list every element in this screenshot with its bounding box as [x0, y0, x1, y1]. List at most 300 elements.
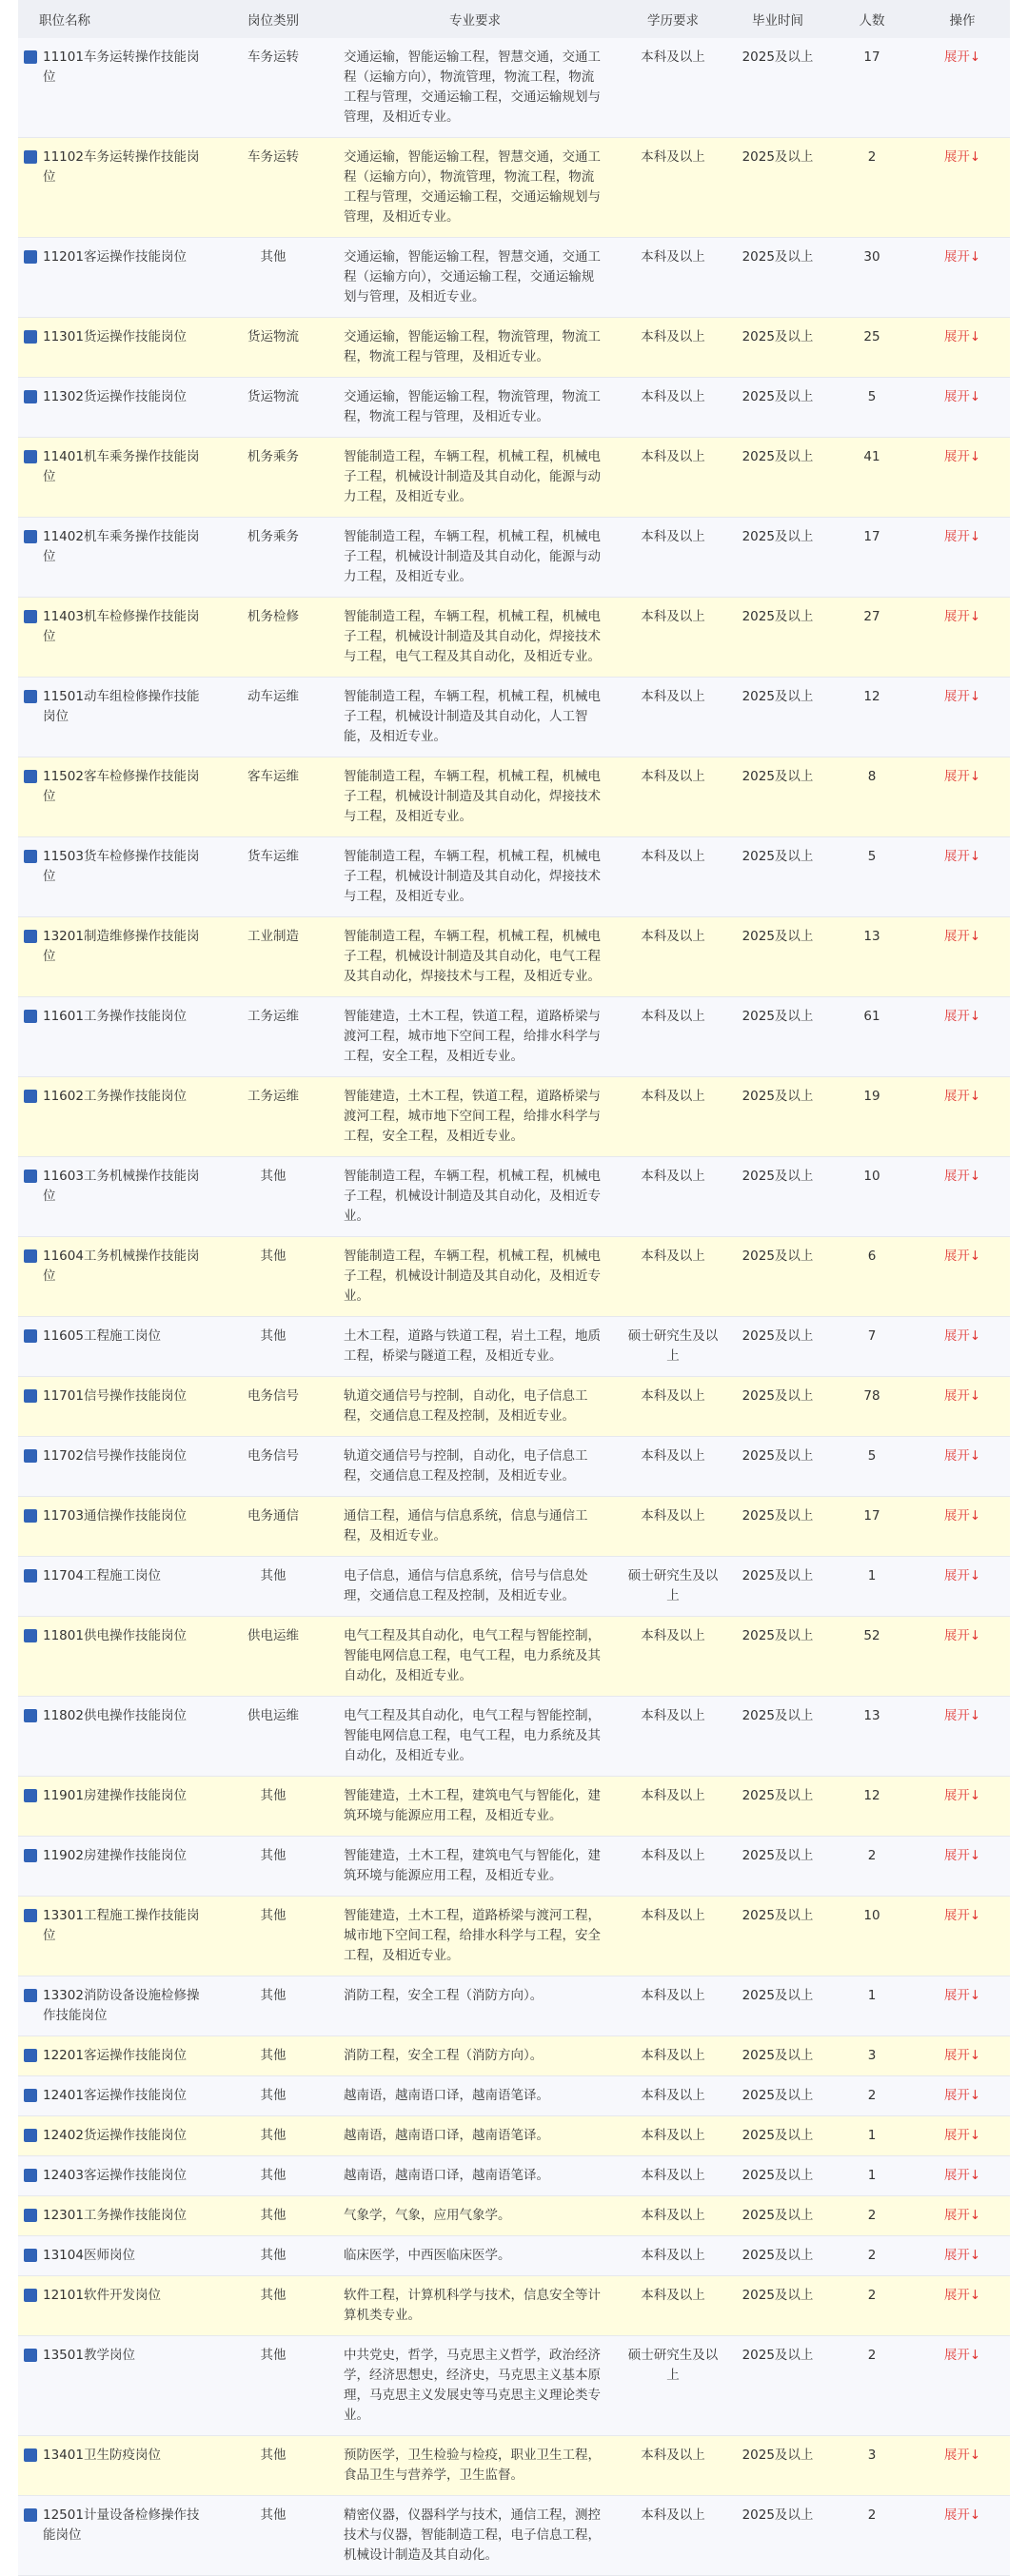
cell-major: 智能建造，土木工程，建筑电气与智能化，建筑环境与能源应用工程，及相近专业。 — [330, 1837, 620, 1897]
cell-category: 其他 — [216, 1317, 330, 1377]
cell-action — [915, 1777, 1010, 1837]
cell-count: 25 — [829, 318, 915, 378]
cell-graduation: 2025及以上 — [726, 2116, 829, 2156]
cell-action — [915, 38, 1010, 138]
cell-graduation: 2025及以上 — [726, 1697, 829, 1777]
cell-education: 本科及以上 — [620, 1897, 726, 1976]
cell-action — [915, 518, 1010, 598]
table-row — [18, 38, 1010, 138]
cell-graduation: 2025及以上 — [726, 1157, 829, 1237]
cell-graduation: 2025及以上 — [726, 438, 829, 518]
job-name: 11902房建操作技能岗位 — [43, 1848, 187, 1863]
cell-education: 本科及以上 — [620, 38, 726, 138]
cell-education: 本科及以上 — [620, 138, 726, 238]
job-name: 12101软件开发岗位 — [43, 2288, 161, 2303]
cell-education: 本科及以上 — [620, 1837, 726, 1897]
expand-link[interactable]: 展开↓ — [943, 2128, 981, 2143]
expand-link[interactable]: 展开↓ — [943, 329, 981, 344]
expand-link[interactable]: 展开↓ — [943, 2088, 981, 2103]
checkbox-square-icon[interactable] — [24, 390, 37, 403]
cell-action — [915, 1897, 1010, 1976]
cell-graduation: 2025及以上 — [726, 997, 829, 1077]
cell-count: 13 — [829, 917, 915, 997]
expand-link[interactable]: 展开↓ — [943, 609, 981, 624]
table-row — [18, 1157, 1010, 1237]
job-name: 11302货运操作技能岗位 — [43, 389, 187, 404]
job-name: 11401机车乘务操作技能岗位 — [43, 449, 200, 484]
cell-name — [18, 997, 216, 1077]
cell-name — [18, 378, 216, 438]
cell-education: 本科及以上 — [620, 757, 726, 837]
cell-category: 其他 — [216, 2496, 330, 2576]
job-name: 11102车务运转操作技能岗位 — [43, 149, 200, 185]
table-row — [18, 1697, 1010, 1777]
checkbox-square-icon[interactable] — [24, 2209, 37, 2222]
cell-name — [18, 318, 216, 378]
job-name: 11603工务机械操作技能岗位 — [43, 1169, 200, 1204]
cell-graduation: 2025及以上 — [726, 917, 829, 997]
table-row — [18, 2116, 1010, 2156]
checkbox-square-icon[interactable] — [24, 1010, 37, 1023]
job-name: 11502客车检修操作技能岗位 — [43, 769, 200, 804]
checkbox-square-icon[interactable] — [24, 2448, 37, 2462]
expand-link[interactable]: 展开↓ — [943, 2507, 981, 2523]
cell-name — [18, 2276, 216, 2336]
cell-action — [915, 1377, 1010, 1437]
cell-name — [18, 1317, 216, 1377]
checkbox-square-icon[interactable] — [24, 150, 37, 164]
job-name: 11501动车组检修操作技能岗位 — [43, 689, 200, 724]
cell-action — [915, 1437, 1010, 1497]
checkbox-square-icon[interactable] — [24, 1509, 37, 1523]
expand-link[interactable]: 展开↓ — [943, 529, 981, 544]
header-action: 操作 — [915, 0, 1010, 38]
expand-link[interactable]: 展开↓ — [943, 2448, 981, 2463]
cell-major: 消防工程，安全工程（消防方向）。 — [330, 1976, 620, 2036]
cell-name — [18, 1077, 216, 1157]
table-row — [18, 378, 1010, 438]
expand-link[interactable]: 展开↓ — [943, 149, 981, 165]
job-name: 11801供电操作技能岗位 — [43, 1628, 187, 1643]
cell-category: 其他 — [216, 238, 330, 318]
job-name: 11802供电操作技能岗位 — [43, 1708, 187, 1723]
cell-major: 土木工程，道路与铁道工程，岩土工程，地质工程，桥梁与隧道工程，及相近专业。 — [330, 1317, 620, 1377]
cell-education: 本科及以上 — [620, 1617, 726, 1697]
cell-action — [915, 238, 1010, 318]
cell-count: 52 — [829, 1617, 915, 1697]
cell-category: 货运物流 — [216, 318, 330, 378]
checkbox-square-icon[interactable] — [24, 530, 37, 543]
checkbox-square-icon[interactable] — [24, 1329, 37, 1343]
expand-link[interactable]: 展开↓ — [943, 2348, 981, 2363]
cell-category: 其他 — [216, 1557, 330, 1617]
checkbox-square-icon[interactable] — [24, 250, 37, 264]
cell-count: 5 — [829, 378, 915, 438]
checkbox-square-icon[interactable] — [24, 2169, 37, 2182]
checkbox-square-icon[interactable] — [24, 1909, 37, 1922]
cell-education: 硕士研究生及以上 — [620, 2336, 726, 2436]
cell-category: 其他 — [216, 2276, 330, 2336]
cell-count: 5 — [829, 1437, 915, 1497]
cell-major: 智能制造工程，车辆工程，机械工程，机械电子工程，机械设计制造及其自动化，电气工程及其自动化，焊接技术与工程，及相近专业。 — [330, 917, 620, 997]
cell-category: 货车运维 — [216, 837, 330, 917]
table-row — [18, 438, 1010, 518]
cell-category: 供电运维 — [216, 1617, 330, 1697]
expand-link[interactable]: 展开↓ — [943, 1568, 981, 1583]
expand-link[interactable]: 展开↓ — [943, 2288, 981, 2303]
cell-count: 27 — [829, 598, 915, 678]
cell-major: 智能制造工程，车辆工程，机械工程，机械电子工程，机械设计制造及其自动化，焊接技术与工程，及相近专业。 — [330, 757, 620, 837]
table-row — [18, 678, 1010, 757]
expand-link[interactable]: 展开↓ — [943, 2168, 981, 2183]
table-row — [18, 598, 1010, 678]
table-row — [18, 2156, 1010, 2196]
job-name: 11602工务操作技能岗位 — [43, 1089, 187, 1104]
cell-education: 本科及以上 — [620, 318, 726, 378]
header-category: 岗位类别 — [216, 0, 330, 38]
checkbox-square-icon[interactable] — [24, 770, 37, 783]
cell-name — [18, 238, 216, 318]
cell-education: 本科及以上 — [620, 2236, 726, 2276]
cell-count: 10 — [829, 1897, 915, 1976]
cell-count: 19 — [829, 1077, 915, 1157]
cell-graduation: 2025及以上 — [726, 1837, 829, 1897]
checkbox-square-icon[interactable] — [24, 690, 37, 703]
cell-education: 本科及以上 — [620, 1497, 726, 1557]
cell-major: 交通运输，智能运输工程，智慧交通，交通工程（运输方向），物流管理，物流工程，物流工程与管理，交通运输工程，交通运输规划与管理，及相近专业。 — [330, 38, 620, 138]
checkbox-square-icon[interactable] — [24, 450, 37, 463]
cell-education: 本科及以上 — [620, 2436, 726, 2496]
cell-major: 智能建造，土木工程，道路桥梁与渡河工程，城市地下空间工程，给排水科学与工程，安全工程，及相近专业。 — [330, 1897, 620, 1976]
cell-category: 机务检修 — [216, 598, 330, 678]
header-education: 学历要求 — [620, 0, 726, 38]
cell-name — [18, 1697, 216, 1777]
job-name: 11605工程施工岗位 — [43, 1328, 161, 1344]
cell-count: 1 — [829, 2116, 915, 2156]
cell-name — [18, 2076, 216, 2116]
cell-name — [18, 1617, 216, 1697]
cell-count: 2 — [829, 138, 915, 238]
cell-education: 本科及以上 — [620, 1976, 726, 2036]
expand-link[interactable]: 展开↓ — [943, 1788, 981, 1803]
cell-category: 货运物流 — [216, 378, 330, 438]
cell-name — [18, 2496, 216, 2576]
cell-action — [915, 2336, 1010, 2436]
expand-link[interactable]: 展开↓ — [943, 1628, 981, 1643]
checkbox-square-icon[interactable] — [24, 2508, 37, 2522]
cell-graduation: 2025及以上 — [726, 2276, 829, 2336]
cell-count: 1 — [829, 1976, 915, 2036]
cell-major: 预防医学，卫生检验与检疫，职业卫生工程，食品卫生与营养学，卫生监督。 — [330, 2436, 620, 2496]
expand-link[interactable]: 展开↓ — [943, 1988, 981, 2003]
job-name: 13201制造维修操作技能岗位 — [43, 929, 200, 964]
checkbox-square-icon[interactable] — [24, 1449, 37, 1463]
cell-category: 其他 — [216, 1976, 330, 2036]
table-row — [18, 2196, 1010, 2236]
checkbox-square-icon[interactable] — [24, 2289, 37, 2302]
cell-category: 工业制造 — [216, 917, 330, 997]
cell-name — [18, 1157, 216, 1237]
checkbox-square-icon[interactable] — [24, 1629, 37, 1642]
cell-name — [18, 598, 216, 678]
cell-major: 越南语，越南语口译，越南语笔译。 — [330, 2076, 620, 2116]
cell-name — [18, 138, 216, 238]
job-name: 11403机车检修操作技能岗位 — [43, 609, 200, 644]
cell-major: 交通运输，智能运输工程，物流管理，物流工程，物流工程与管理，及相近专业。 — [330, 318, 620, 378]
checkbox-square-icon[interactable] — [24, 2349, 37, 2362]
table-row — [18, 1437, 1010, 1497]
expand-link[interactable]: 展开↓ — [943, 1328, 981, 1344]
cell-major: 通信工程，通信与信息系统，信息与通信工程，及相近专业。 — [330, 1497, 620, 1557]
cell-action — [915, 1237, 1010, 1317]
cell-count: 10 — [829, 1157, 915, 1237]
expand-link[interactable]: 展开↓ — [943, 1448, 981, 1464]
cell-name — [18, 837, 216, 917]
expand-link[interactable]: 展开↓ — [943, 249, 981, 265]
cell-graduation: 2025及以上 — [726, 38, 829, 138]
cell-education: 本科及以上 — [620, 1157, 726, 1237]
job-table — [18, 0, 1010, 2576]
cell-graduation: 2025及以上 — [726, 1377, 829, 1437]
job-name: 13302消防设备设施检修操作技能岗位 — [43, 1988, 200, 2023]
cell-action — [915, 1617, 1010, 1697]
cell-education: 本科及以上 — [620, 1697, 726, 1777]
cell-name — [18, 1497, 216, 1557]
cell-graduation: 2025及以上 — [726, 678, 829, 757]
cell-major: 智能制造工程，车辆工程，机械工程，机械电子工程，机械设计制造及其自动化，焊接技术与工程，电气工程及其自动化，及相近专业。 — [330, 598, 620, 678]
cell-graduation: 2025及以上 — [726, 2236, 829, 2276]
table-row — [18, 1077, 1010, 1157]
checkbox-square-icon[interactable] — [24, 850, 37, 863]
cell-education: 本科及以上 — [620, 1077, 726, 1157]
checkbox-square-icon[interactable] — [24, 1170, 37, 1183]
cell-action — [915, 598, 1010, 678]
checkbox-square-icon[interactable] — [24, 1709, 37, 1722]
cell-education: 本科及以上 — [620, 1777, 726, 1837]
cell-graduation: 2025及以上 — [726, 378, 829, 438]
cell-category: 其他 — [216, 2436, 330, 2496]
cell-category: 电务信号 — [216, 1437, 330, 1497]
cell-name — [18, 2196, 216, 2236]
cell-education: 本科及以上 — [620, 2196, 726, 2236]
table-body — [18, 38, 1010, 2576]
cell-category: 电务通信 — [216, 1497, 330, 1557]
checkbox-square-icon[interactable] — [24, 2249, 37, 2262]
cell-count: 3 — [829, 2036, 915, 2076]
cell-count: 2 — [829, 2496, 915, 2576]
table-row — [18, 1497, 1010, 1557]
job-name: 12402货运操作技能岗位 — [43, 2128, 187, 2143]
cell-graduation: 2025及以上 — [726, 138, 829, 238]
checkbox-square-icon[interactable] — [24, 1090, 37, 1103]
cell-action — [915, 438, 1010, 518]
job-name: 11503货车检修操作技能岗位 — [43, 849, 200, 884]
cell-education: 本科及以上 — [620, 2496, 726, 2576]
cell-major: 软件工程，计算机科学与技术，信息安全等计算机类专业。 — [330, 2276, 620, 2336]
cell-action — [915, 1976, 1010, 2036]
cell-action — [915, 2036, 1010, 2076]
header-name: 职位名称 — [18, 0, 216, 38]
cell-category: 电务信号 — [216, 1377, 330, 1437]
table-row — [18, 518, 1010, 598]
cell-graduation: 2025及以上 — [726, 2196, 829, 2236]
checkbox-square-icon[interactable] — [24, 1989, 37, 2002]
cell-count: 2 — [829, 2276, 915, 2336]
cell-count: 5 — [829, 837, 915, 917]
cell-count: 30 — [829, 238, 915, 318]
checkbox-square-icon[interactable] — [24, 2129, 37, 2142]
cell-education: 硕士研究生及以上 — [620, 1317, 726, 1377]
cell-major: 智能制造工程，车辆工程，机械工程，机械电子工程，机械设计制造及其自动化，人工智能，及相近专业。 — [330, 678, 620, 757]
cell-graduation: 2025及以上 — [726, 2076, 829, 2116]
checkbox-square-icon[interactable] — [24, 1789, 37, 1802]
expand-link[interactable]: 展开↓ — [943, 1089, 981, 1104]
cell-category: 其他 — [216, 2236, 330, 2276]
checkbox-square-icon[interactable] — [24, 1389, 37, 1403]
cell-category: 其他 — [216, 2076, 330, 2116]
cell-count: 61 — [829, 997, 915, 1077]
cell-count: 2 — [829, 2336, 915, 2436]
checkbox-square-icon[interactable] — [24, 2049, 37, 2062]
job-name: 11604工务机械操作技能岗位 — [43, 1249, 200, 1284]
cell-graduation: 2025及以上 — [726, 598, 829, 678]
table-row — [18, 138, 1010, 238]
expand-link[interactable]: 展开↓ — [943, 1388, 981, 1404]
expand-link[interactable]: 展开↓ — [943, 389, 981, 404]
expand-link[interactable]: 展开↓ — [943, 1908, 981, 1923]
cell-education: 本科及以上 — [620, 1237, 726, 1317]
cell-action — [915, 2276, 1010, 2336]
cell-category: 工务运维 — [216, 997, 330, 1077]
job-name: 11601工务操作技能岗位 — [43, 1009, 187, 1024]
cell-category: 其他 — [216, 2196, 330, 2236]
cell-category: 动车运维 — [216, 678, 330, 757]
expand-link[interactable]: 展开↓ — [943, 2208, 981, 2223]
table-row — [18, 1377, 1010, 1437]
job-name: 11703通信操作技能岗位 — [43, 1508, 187, 1524]
checkbox-square-icon[interactable] — [24, 1849, 37, 1862]
expand-link[interactable]: 展开↓ — [943, 2248, 981, 2263]
cell-major: 中共党史，哲学，马克思主义哲学，政治经济学，经济思想史，经济史，马克思主义基本原理，马克思主义发展史等马克思主义理论类专业。 — [330, 2336, 620, 2436]
cell-education: 本科及以上 — [620, 917, 726, 997]
cell-category: 机务乘务 — [216, 438, 330, 518]
job-name: 13301工程施工操作技能岗位 — [43, 1908, 200, 1943]
cell-count: 17 — [829, 1497, 915, 1557]
cell-name — [18, 1897, 216, 1976]
cell-graduation: 2025及以上 — [726, 318, 829, 378]
cell-graduation: 2025及以上 — [726, 1317, 829, 1377]
cell-action — [915, 378, 1010, 438]
cell-category: 工务运维 — [216, 1077, 330, 1157]
cell-action — [915, 138, 1010, 238]
expand-link[interactable]: 展开↓ — [943, 1708, 981, 1723]
expand-link[interactable]: 展开↓ — [943, 1848, 981, 1863]
expand-link[interactable]: 展开↓ — [943, 1009, 981, 1024]
expand-link[interactable]: 展开↓ — [943, 849, 981, 864]
checkbox-square-icon[interactable] — [24, 610, 37, 623]
cell-category: 其他 — [216, 2156, 330, 2196]
cell-action — [915, 2076, 1010, 2116]
cell-category: 其他 — [216, 1237, 330, 1317]
cell-action — [915, 917, 1010, 997]
checkbox-square-icon[interactable] — [24, 1569, 37, 1583]
cell-major: 智能制造工程，车辆工程，机械工程，机械电子工程，机械设计制造及其自动化，焊接技术与工程，及相近专业。 — [330, 837, 620, 917]
cell-education: 本科及以上 — [620, 238, 726, 318]
expand-link[interactable]: 展开↓ — [943, 49, 981, 65]
cell-major: 电子信息，通信与信息系统，信号与信息处理，交通信息工程及控制，及相近专业。 — [330, 1557, 620, 1617]
cell-count: 7 — [829, 1317, 915, 1377]
expand-link[interactable]: 展开↓ — [943, 449, 981, 464]
cell-count: 8 — [829, 757, 915, 837]
table-row — [18, 2436, 1010, 2496]
cell-name — [18, 1777, 216, 1837]
cell-graduation: 2025及以上 — [726, 1237, 829, 1317]
cell-name — [18, 2236, 216, 2276]
checkbox-square-icon[interactable] — [24, 1249, 37, 1263]
job-name: 11901房建操作技能岗位 — [43, 1788, 187, 1803]
cell-major: 电气工程及其自动化，电气工程与智能控制，智能电网信息工程，电气工程，电力系统及其自动化，及相近专业。 — [330, 1697, 620, 1777]
job-name: 11201客运操作技能岗位 — [43, 249, 187, 265]
cell-category: 其他 — [216, 2116, 330, 2156]
table-row — [18, 837, 1010, 917]
cell-major: 精密仪器，仪器科学与技术，通信工程，测控技术与仪器，智能制造工程，电子信息工程，机械设计制造及其自动化。 — [330, 2496, 620, 2576]
cell-education: 本科及以上 — [620, 2276, 726, 2336]
expand-link[interactable]: 展开↓ — [943, 1508, 981, 1524]
job-name: 11301货运操作技能岗位 — [43, 329, 187, 344]
cell-action — [915, 997, 1010, 1077]
table-row — [18, 2036, 1010, 2076]
cell-count: 17 — [829, 38, 915, 138]
checkbox-square-icon[interactable] — [24, 930, 37, 943]
cell-action — [915, 1837, 1010, 1897]
expand-link[interactable]: 展开↓ — [943, 929, 981, 944]
cell-count: 3 — [829, 2436, 915, 2496]
checkbox-square-icon[interactable] — [24, 2089, 37, 2102]
job-name: 13104医师岗位 — [43, 2248, 135, 2263]
table-row — [18, 1617, 1010, 1697]
table-row — [18, 2336, 1010, 2436]
cell-action — [915, 2116, 1010, 2156]
cell-category: 车务运转 — [216, 38, 330, 138]
expand-link[interactable]: 展开↓ — [943, 769, 981, 784]
cell-major: 越南语，越南语口译，越南语笔译。 — [330, 2116, 620, 2156]
cell-name — [18, 1437, 216, 1497]
cell-category: 其他 — [216, 1897, 330, 1976]
checkbox-square-icon[interactable] — [24, 50, 37, 64]
expand-link[interactable]: 展开↓ — [943, 1169, 981, 1184]
expand-link[interactable]: 展开↓ — [943, 2048, 981, 2063]
cell-education: 本科及以上 — [620, 2036, 726, 2076]
cell-action — [915, 1157, 1010, 1237]
cell-education: 本科及以上 — [620, 598, 726, 678]
expand-link[interactable]: 展开↓ — [943, 689, 981, 704]
cell-education: 本科及以上 — [620, 378, 726, 438]
cell-name — [18, 2436, 216, 2496]
cell-major: 交通运输，智能运输工程，智慧交通，交通工程（运输方向），交通运输工程，交通运输规划与管理，及相近专业。 — [330, 238, 620, 318]
table-row — [18, 1237, 1010, 1317]
cell-count: 2 — [829, 2196, 915, 2236]
job-name: 12401客运操作技能岗位 — [43, 2088, 187, 2103]
cell-major: 临床医学，中西医临床医学。 — [330, 2236, 620, 2276]
cell-count: 1 — [829, 1557, 915, 1617]
checkbox-square-icon[interactable] — [24, 330, 37, 344]
cell-count: 1 — [829, 2156, 915, 2196]
cell-action — [915, 318, 1010, 378]
expand-link[interactable]: 展开↓ — [943, 1249, 981, 1264]
cell-category: 客车运维 — [216, 757, 330, 837]
header-count: 人数 — [829, 0, 915, 38]
job-name: 11704工程施工岗位 — [43, 1568, 161, 1583]
